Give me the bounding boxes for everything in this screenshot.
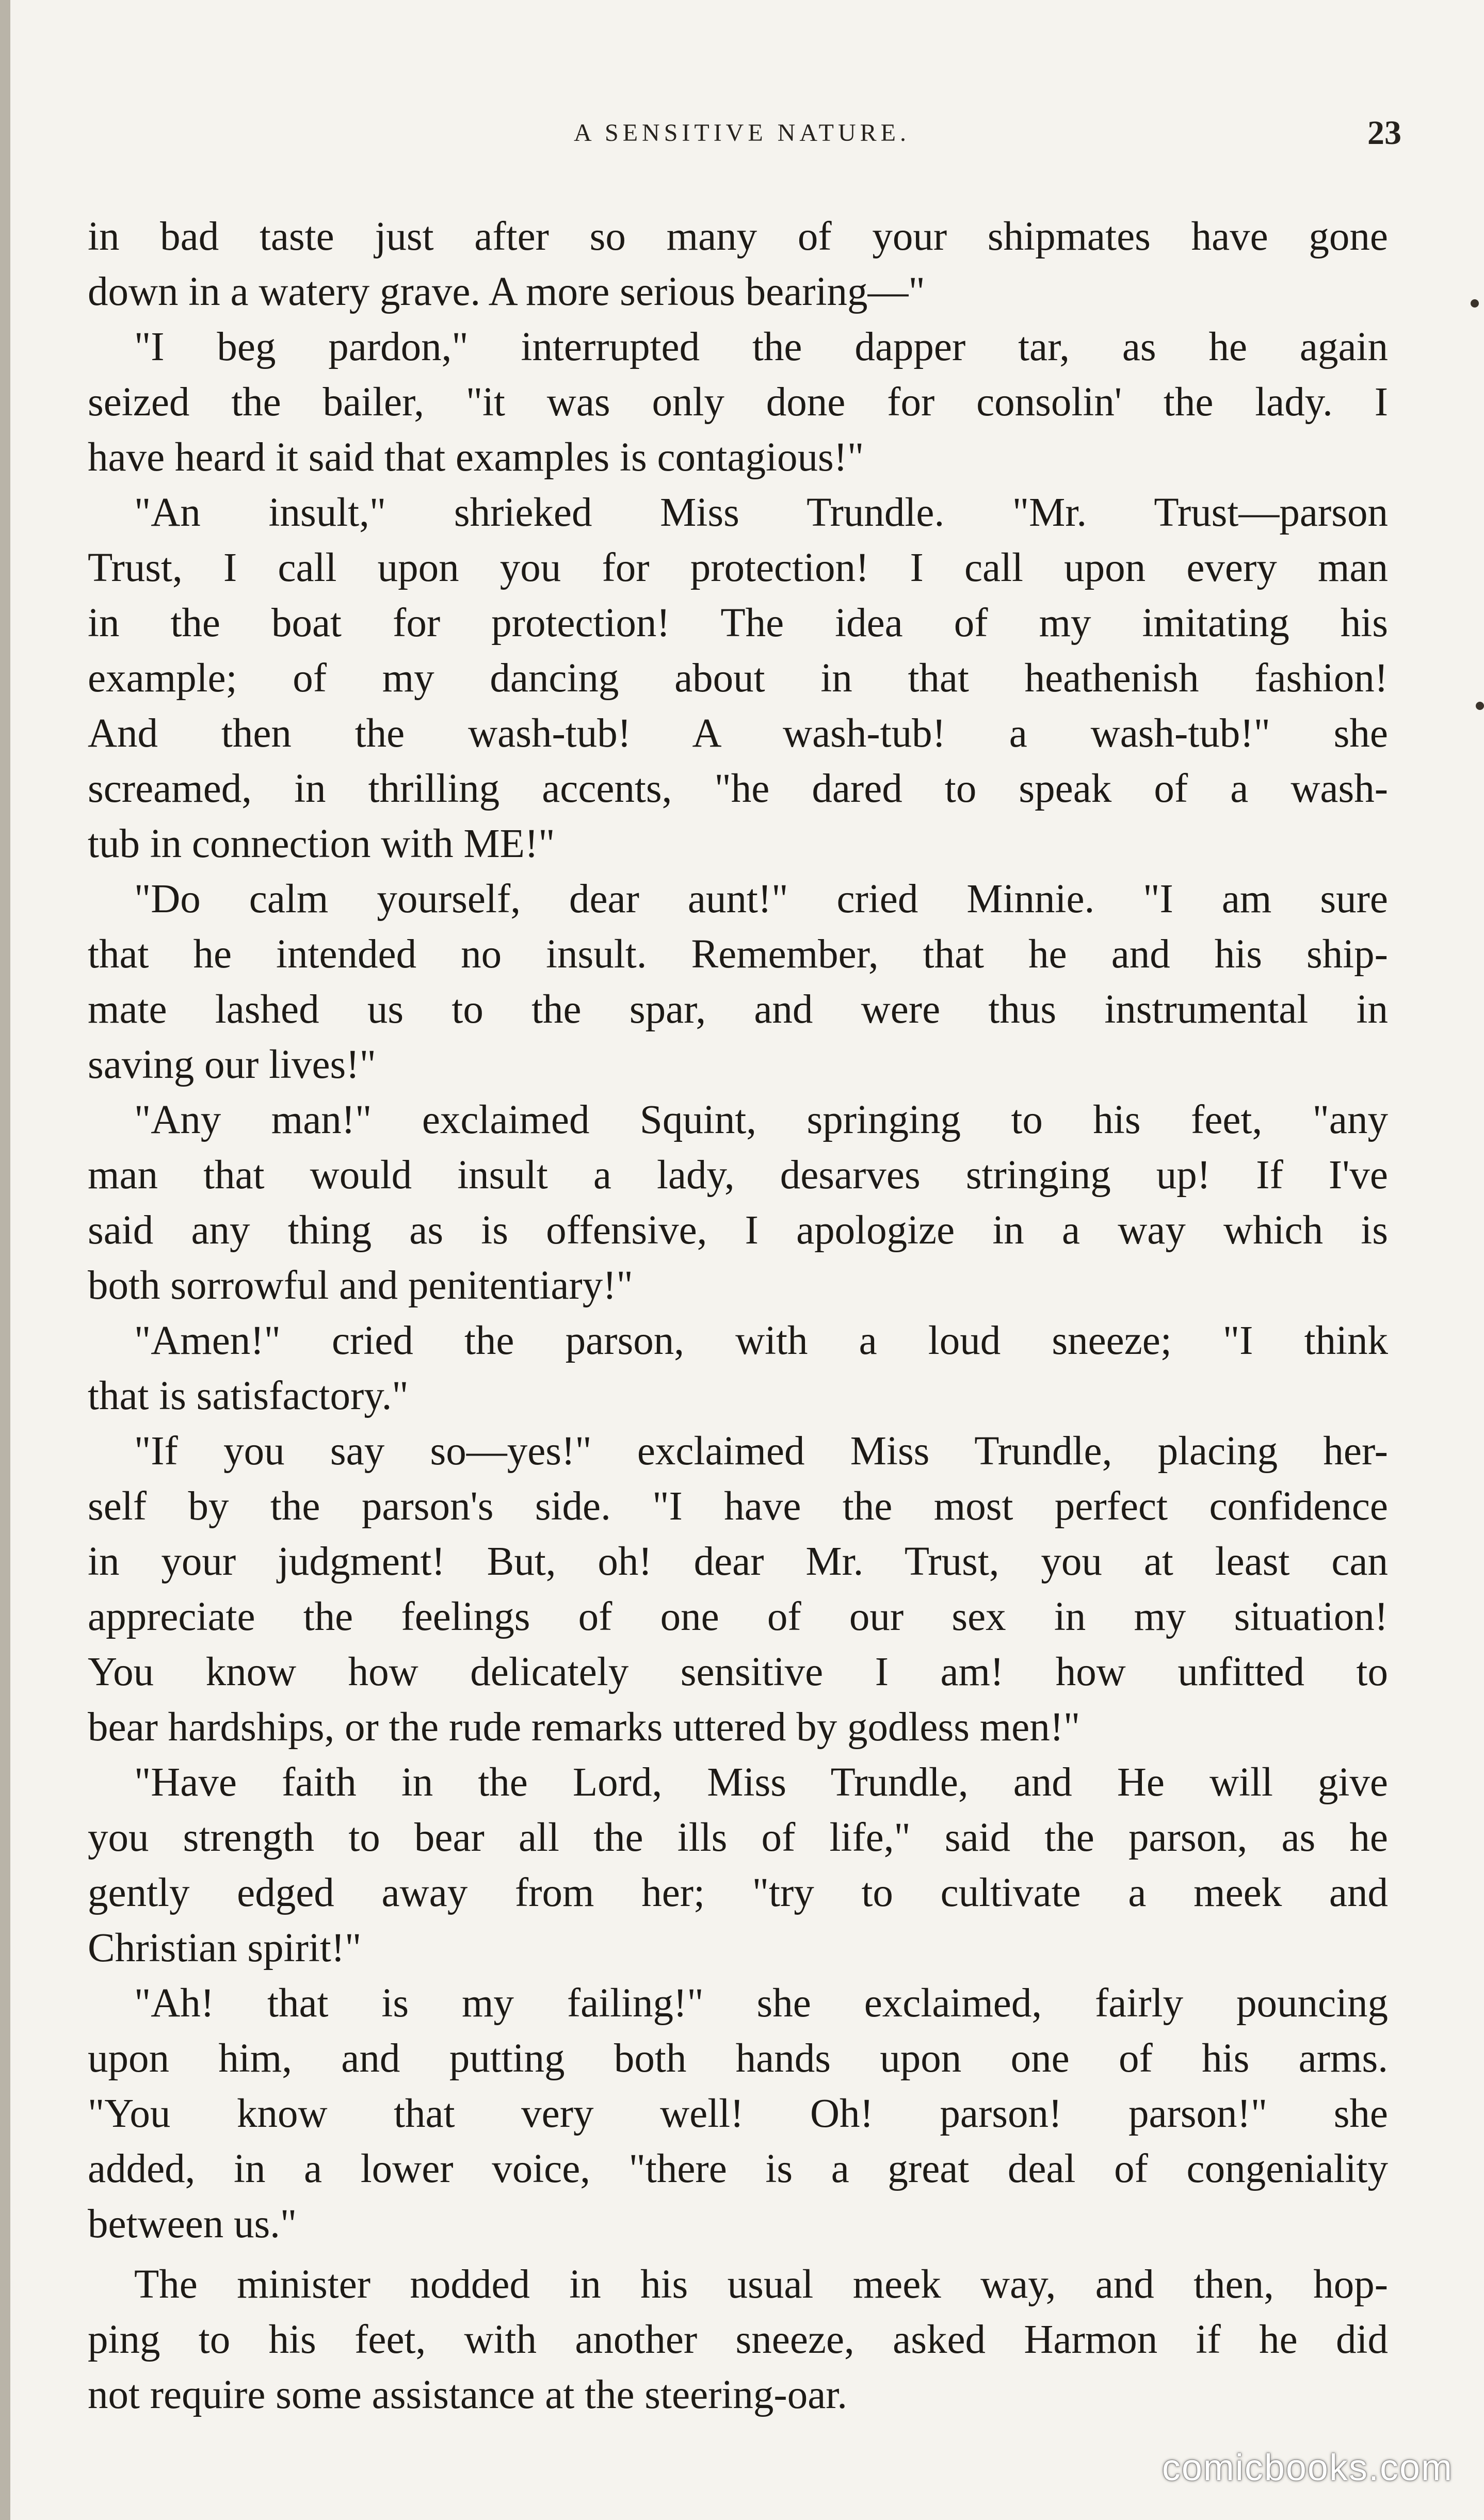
ink-speck	[1471, 299, 1479, 308]
text-line: in your judgment! But, oh! dear Mr. Trust, you at least can	[88, 1539, 1388, 1584]
text-line: And then the wash-tub! A wash-tub! a wash-tub!" she	[88, 711, 1388, 756]
text-line: ping to his feet, with another sneeze, asked Harmon if he did	[88, 2317, 1388, 2362]
running-head	[83, 114, 1401, 165]
text-line: bear hardships, or the rude remarks uttered by godless men!"	[88, 1705, 1080, 1750]
text-line: "You know that very well! Oh! parson! parson!" she	[88, 2091, 1388, 2136]
text-line: not require some assistance at the steering-oar.	[88, 2372, 847, 2417]
text-line: that he intended no insult. Remember, that he and his ship-	[88, 932, 1388, 977]
text-line: that is satisfactory."	[88, 1374, 409, 1418]
text-line: Christian spirit!"	[88, 1926, 362, 1970]
text-line: man that would insult a lady, desarves stringing up! If I've	[88, 1153, 1388, 1198]
page-number: 23	[1367, 114, 1401, 152]
watermark: comicbooks.com	[1162, 2447, 1453, 2489]
text-line: upon him, and putting both hands upon one of his arms.	[88, 2036, 1388, 2081]
text-line: you strength to bear all the ills of life," said the parson, as he	[88, 1815, 1388, 1860]
text-line: "If you say so—yes!" exclaimed Miss Trundle, placing her-	[134, 1429, 1388, 1474]
text-line: "Have faith in the Lord, Miss Trundle, and He will give	[134, 1760, 1388, 1805]
text-line: "Any man!" exclaimed Squint, springing to his feet, "any	[134, 1097, 1388, 1142]
text-line: Trust, I call upon you for protection! I call upon every man	[88, 545, 1388, 590]
text-line: "An insult," shrieked Miss Trundle. "Mr. Trust—parson	[134, 490, 1388, 535]
text-line: said any thing as is offensive, I apologize in a way which is	[88, 1208, 1388, 1253]
text-line: The minister nodded in his usual meek way, and then, hop-	[134, 2262, 1388, 2307]
text-line: appreciate the feelings of one of our sex in my situation!	[88, 1594, 1388, 1639]
text-line: gently edged away from her; "try to cultivate a meek and	[88, 1870, 1388, 1915]
text-line: mate lashed us to the spar, and were thus instrumental in	[88, 987, 1388, 1032]
text-line: You know how delicately sensitive I am! how unfitted to	[88, 1650, 1388, 1694]
text-line: "Amen!" cried the parson, with a loud sneeze; "I think	[134, 1318, 1388, 1363]
text-line: have heard it said that examples is contagious!"	[88, 435, 864, 480]
running-title: A SENSITIVE NATURE.	[574, 119, 910, 147]
text-line: "Do calm yourself, dear aunt!" cried Minnie. "I am sure	[134, 877, 1388, 922]
text-line: down in a watery grave. A more serious bearing—"	[88, 269, 925, 314]
text-line: saving our lives!"	[88, 1042, 376, 1087]
text-line: screamed, in thrilling accents, "he dared to speak of a wash-	[88, 766, 1388, 811]
body-text	[88, 209, 1388, 2422]
text-line: example; of my dancing about in that heathenish fashion!	[88, 656, 1388, 701]
text-line: tub in connection with ME!"	[88, 821, 555, 866]
text-line: "Ah! that is my failing!" she exclaimed, fairly pouncing	[134, 1981, 1388, 2026]
text-line: between us."	[88, 2202, 297, 2247]
text-line: in the boat for protection! The idea of my imitating his	[88, 601, 1388, 645]
text-line: both sorrowful and penitentiary!"	[88, 1263, 633, 1308]
text-line: self by the parson's side. "I have the most perfect confidence	[88, 1484, 1388, 1529]
text-line: added, in a lower voice, "there is a great deal of congeniality	[88, 2146, 1388, 2191]
text-line: seized the bailer, "it was only done for consolin' the lady. I	[88, 380, 1388, 425]
ink-speck	[1476, 702, 1484, 710]
text-line: "I beg pardon," interrupted the dapper tar, as he again	[134, 325, 1388, 369]
text-line: in bad taste just after so many of your shipmates have gone	[88, 214, 1388, 259]
